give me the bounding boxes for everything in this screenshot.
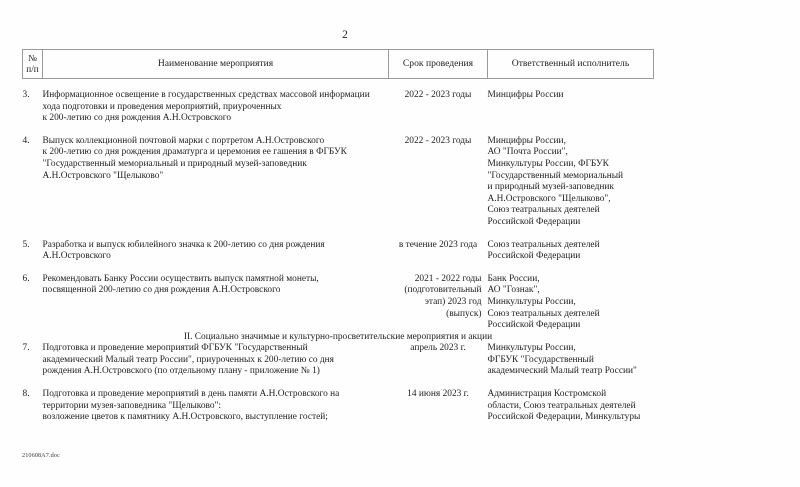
- text-line: "Государственный мемориальный и природный музей-заповедник: [42, 158, 307, 169]
- text-line: Минкультуры России,: [487, 343, 576, 354]
- text-line: посвященной 200-летию со дня рождения А.Н.Островского: [42, 285, 281, 296]
- text-line: академический Малый театр России": [487, 366, 637, 377]
- text-line: "Государственный мемориальный: [487, 170, 624, 181]
- row-spacer: [23, 125, 654, 136]
- text-line: Разработка и выпуск юбилейного значка к 200-летию со дня рождения: [42, 239, 325, 250]
- text-line: 2022 - 2023 годы: [404, 90, 472, 100]
- text-line: Минцифры России,: [487, 135, 566, 146]
- text-line: Российской Федерации: [487, 216, 581, 227]
- text-line: возложение цветов к памятнику А.Н.Островского, выступление гостей;: [42, 412, 328, 423]
- cell-responsible: [488, 274, 654, 332]
- row-spacer-cell: [23, 79, 43, 91]
- cell-responsible: [488, 240, 654, 263]
- text-line: рождения А.Н.Островского (по отдельному плану - приложение № 1): [42, 366, 320, 377]
- page-number: 2: [342, 29, 348, 41]
- text-line: апрель 2023 г.: [410, 343, 466, 354]
- cell-row-number: 4.: [22, 135, 30, 146]
- cell-event-name: [43, 343, 389, 378]
- text-line: Минцифры России: [487, 90, 564, 100]
- cell-row-number: 5.: [22, 239, 30, 250]
- row-spacer-cell: [43, 79, 389, 91]
- text-line: (подготовительный: [404, 285, 482, 296]
- row-spacer-cell: [488, 378, 654, 389]
- row-spacer-cell: [23, 229, 43, 240]
- text-line: Информационное освещение в государственных средствах массовой информации: [42, 90, 370, 100]
- row-spacer-cell: [23, 125, 43, 136]
- text-line: (выпуск): [446, 308, 482, 319]
- cell-term: [389, 90, 488, 125]
- section-heading: II. Социально значимые и культурно-просветительские мероприятия и акции: [183, 331, 493, 342]
- row-spacer: [23, 229, 654, 240]
- text-line: Подготовка и проведение мероприятий ФГБУК "Государственный: [42, 343, 308, 354]
- cell-term: [389, 343, 488, 378]
- row-spacer-cell: [488, 229, 654, 240]
- table-row: [23, 389, 654, 424]
- row-spacer-cell: [389, 79, 488, 91]
- row-spacer-cell: [389, 378, 488, 389]
- cell-event-name: [43, 136, 389, 229]
- text-line: Минкультуры России,: [487, 296, 576, 307]
- row-spacer-cell: [389, 229, 488, 240]
- cell-row-number: 7.: [22, 343, 30, 354]
- text-line: Администрация Костромской: [487, 389, 607, 400]
- text-line: 2022 - 2023 годы: [404, 135, 472, 146]
- text-line: академический Малый театр России", приуроченных к 200-летию со дня: [42, 354, 334, 365]
- text-line: этап) 2023 год: [424, 296, 482, 307]
- text-line: АО "Почта России",: [487, 147, 568, 158]
- text-line: хода подготовки и проведения мероприятий, приуроченных: [42, 101, 282, 112]
- text-line: к 200-летию со дня рождения А.Н.Островского: [42, 113, 232, 124]
- column-header-event-name: Наименование мероприятия: [43, 50, 389, 79]
- row-spacer-cell: [43, 125, 389, 136]
- cell-term: [389, 136, 488, 229]
- table-row: [23, 240, 654, 263]
- text-line: Минкультуры России, ФГБУК: [487, 158, 609, 169]
- text-line: А.Н.Островского "Щелыково": [42, 170, 164, 181]
- row-spacer-cell: [43, 229, 389, 240]
- row-spacer-cell: [43, 263, 389, 274]
- text-line: 14 июня 2023 г.: [407, 389, 469, 400]
- text-line: Выпуск коллекционной почтовой марки с портретом А.Н.Островского: [42, 135, 325, 146]
- cell-responsible: [488, 136, 654, 229]
- text-line: Российской Федерации, Минкультуры: [487, 412, 641, 423]
- row-spacer: [23, 378, 654, 389]
- cell-event-name: [43, 90, 389, 125]
- table-row: [23, 274, 654, 332]
- cell-responsible: [488, 343, 654, 378]
- cell-row-number: 6.: [22, 273, 30, 284]
- table-body: [23, 79, 654, 424]
- row-spacer: [23, 79, 654, 91]
- cell-term: [389, 240, 488, 263]
- footer-file-name: 210608A7.doc: [22, 452, 60, 459]
- text-line: Рекомендовать Банку России осуществить выпуск памятной монеты,: [42, 273, 319, 284]
- row-spacer-cell: [389, 125, 488, 136]
- cell-responsible: [488, 389, 654, 424]
- table-row: [23, 90, 654, 125]
- row-spacer: [23, 263, 654, 274]
- row-spacer-cell: [488, 79, 654, 91]
- text-line: Союз театральных деятелей: [487, 205, 600, 216]
- table-header: [23, 50, 654, 79]
- text-line: Российской Федерации: [487, 320, 581, 331]
- cell-event-name: [43, 389, 389, 424]
- cell-row-number: 8.: [22, 389, 30, 400]
- cell-row-number: 3.: [22, 90, 30, 100]
- column-header-number-line2: п/п: [26, 63, 39, 74]
- cell-responsible: [488, 90, 654, 125]
- cell-term: [389, 274, 488, 332]
- column-header-number-line1: №: [28, 53, 37, 63]
- text-line: Союз театральных деятелей: [487, 308, 600, 319]
- row-spacer-cell: [389, 263, 488, 274]
- text-line: АО "Гознак",: [487, 285, 540, 296]
- text-line: ФГБУК "Государственный: [487, 354, 594, 365]
- table-row: [23, 343, 654, 378]
- row-spacer-cell: [23, 263, 43, 274]
- text-line: и природный музей-заповедник: [487, 182, 614, 193]
- cell-event-name: [43, 274, 389, 332]
- table-row: [23, 136, 654, 229]
- text-line: территории музея-заповедника "Щелыково":: [42, 400, 222, 411]
- text-line: в течение 2023 года: [398, 239, 478, 250]
- section-heading-row: [23, 332, 654, 344]
- text-line: Банк России,: [487, 273, 540, 284]
- text-line: 2021 - 2022 годы: [414, 273, 482, 284]
- cell-event-name: [43, 240, 389, 263]
- row-spacer-cell: [488, 125, 654, 136]
- events-plan-table: [22, 49, 654, 424]
- row-spacer-cell: [43, 378, 389, 389]
- text-line: А.Н.Островского "Щелыково",: [487, 193, 611, 204]
- cell-term: [389, 389, 488, 424]
- column-header-number: [23, 50, 43, 79]
- text-line: Российской Федерации: [487, 251, 581, 262]
- column-header-responsible: Ответственный исполнитель: [488, 50, 654, 79]
- text-line: Подготовка и проведение мероприятий в день памяти А.Н.Островского на: [42, 389, 340, 400]
- text-line: Союз театральных деятелей: [487, 239, 600, 250]
- column-header-term: Срок проведения: [389, 50, 488, 79]
- text-line: к 200-летию со дня рождения драматурга и церемония ее гашения в ФГБУК: [42, 147, 347, 158]
- text-line: области, Союз театральных деятелей: [487, 400, 636, 411]
- text-line: А.Н.Островского: [42, 251, 111, 262]
- row-spacer-cell: [23, 378, 43, 389]
- table-header-row: [23, 50, 654, 79]
- row-spacer-cell: [488, 263, 654, 274]
